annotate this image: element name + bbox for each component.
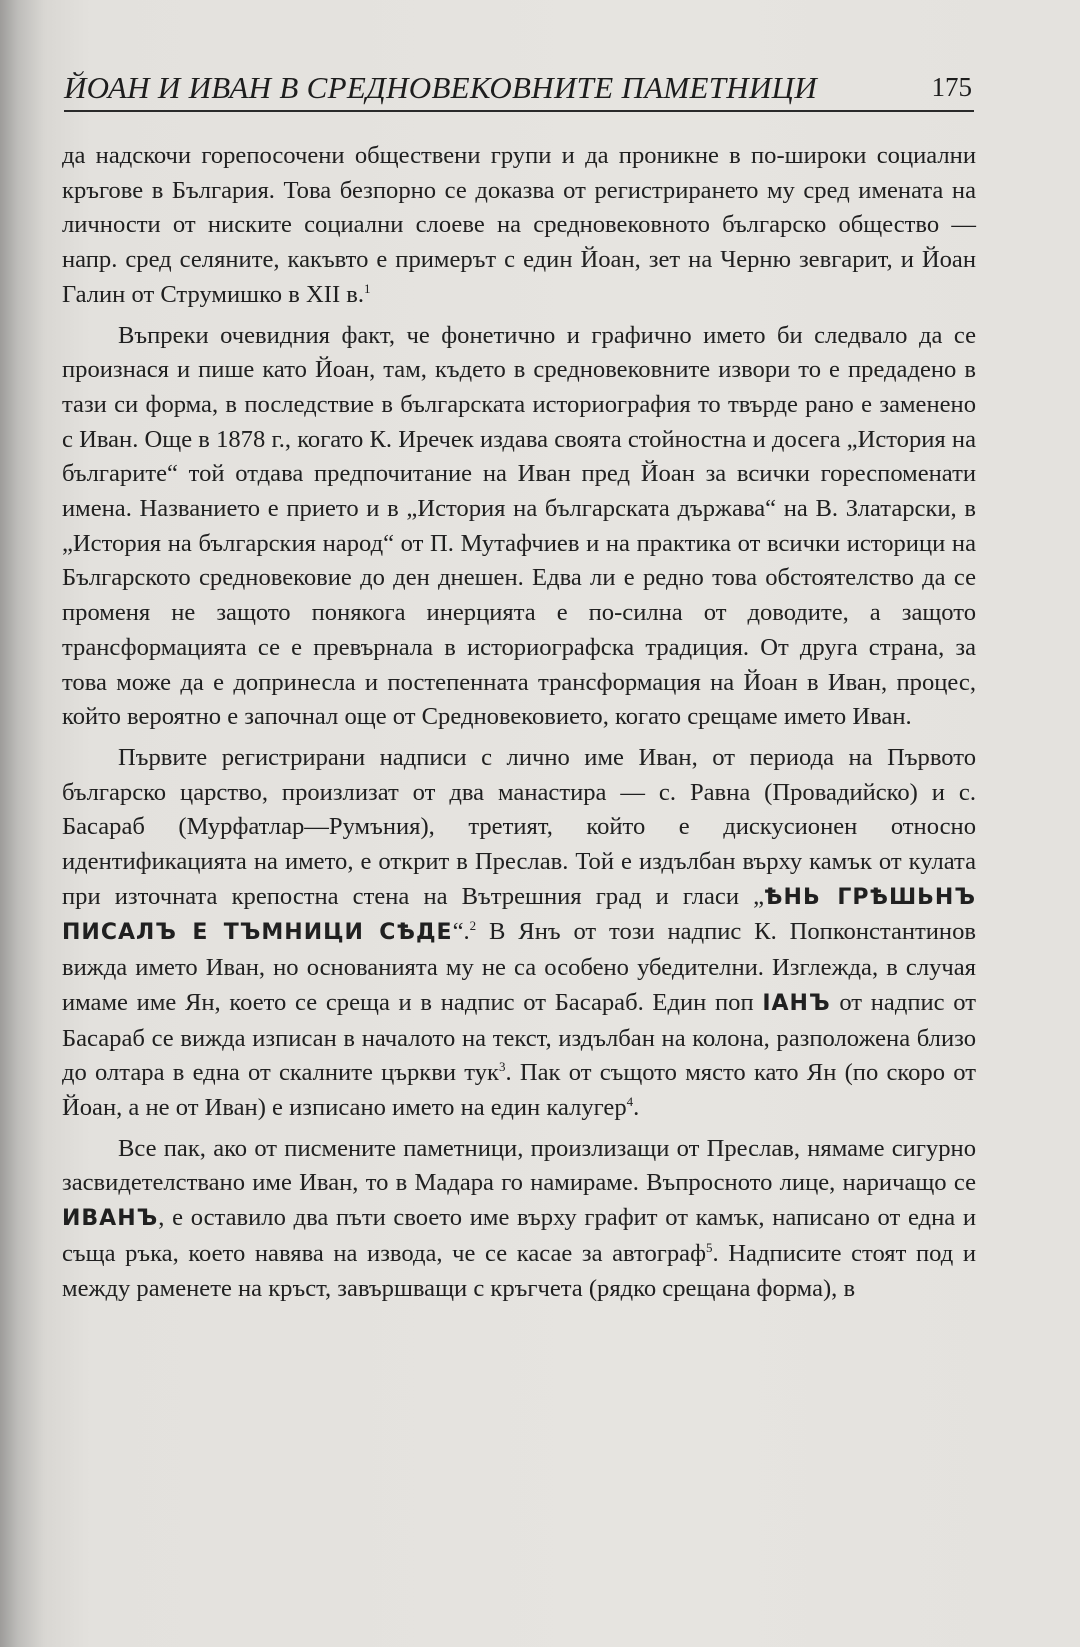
page-header (64, 70, 974, 112)
paragraph-1 (62, 139, 976, 313)
footnote-ref: 3 (498, 1059, 506, 1075)
text-run: . Пак от същото място като Ян (по скоро от Йоан, а не от Иван) е изписано името на един калугер (62, 1059, 976, 1121)
text-run: Все пак, ако от писмените паметници, произлизащи от Преслав, нямаме сигурно засвидетелствано име Иван, то в Мадара го намираме. Въпросното лице, наричащо се (62, 1134, 976, 1197)
footnote-ref: 2 (469, 918, 477, 934)
text-run: от надпис от Басараб се вижда изписан в началото на текст, издълбан на колона, разположена близо до олтара в една от скалните църкви тук (62, 988, 976, 1087)
text-run: . (633, 1093, 640, 1121)
footnote-ref: 5 (706, 1239, 713, 1255)
old-bulgarian-inscription: ИВАНЪ (62, 1206, 159, 1232)
paragraph-4 (62, 1132, 976, 1307)
text-run: да надскочи горепосочени обществени групи и да проникне в по-широки социални кръгове в България. Това безпорно се доказва от регистрирането му сред имената на личности от ниските социални слоеве на средновековното българско общество — напр. сред селяните, какъвто е примерът с един Йоан, зет на Черню зевгарит, и Йоан Галин от Струмишко в XII в. (62, 142, 976, 308)
page-number: 175 (931, 72, 972, 102)
text-run: . Надписите стоят под и между раменете на кръст, завършващи с кръгчета (рядко срещана форма), в (62, 1239, 977, 1302)
text-run: , е оставило два пъти своето име върху графит от камък, написано от една и съща ръка, което навява на извода, че се касае за автограф (62, 1204, 976, 1267)
paragraph-3 (62, 741, 976, 1126)
text-run: В Янъ от този надпис К. Попконстантинов вижда името Иван, но основанията му не са особено убедителни. Изглежда, в случая имаме име Ян, което се среща и в надпис от Басараб. Един поп (62, 918, 976, 1016)
text-run: Въпреки очевидния факт, че фонетично и графично името би следвало да се произнася и пише като Йоан, там, където в средновековните извори то е предадено в тази си форма, в последствие в българската историография то твърде рано е заменено с Иван. Още в 1878 г., когато К. Иречек издава своята стойностна и досега „История на българите“ той отдава предпочитание на Иван пред Йоан за всички гореспоменати имена. Названието е прието и в „История на българската държава“ на В. Златарски, в „История на българския народ“ от П. Мутафчиев и на практика от всички историци на Българското средновековие до ден днешен. Едва ли е редно това обстоятелство да се променя не защото понякога инерцията е по-силна от доводите, а защото трансформацията се е превърнала в историографска традиция. От друга страна, за това може да е допринесла и постепенната трансформация на Йоан в Иван, процес, който вероятно е започнал още от Средновековието, когато срещаме името Иван. (62, 321, 976, 731)
old-bulgarian-inscription: ІАНЪ (762, 990, 831, 1016)
old-bulgarian-inscription: ѢНЬ ГРѢШЬНЪ ПИСАЛЪ Е ТЪМНИЦИ СѢДЕ (62, 884, 976, 946)
text-run: “. (452, 918, 470, 946)
paragraph-2 (62, 319, 976, 735)
footnote-ref: 4 (626, 1093, 634, 1109)
body-text (62, 139, 976, 1312)
text-run: Първите регистрирани надписи с лично име Иван, от периода на Първото българско царство, произлизат от два манастира — с. Равна (Провадийско) и с. Басараб (Мурфатлар—Румъния), третият, който е дискусионен относно идентификацията на името, е открит в Преслав. Той е издълбан върху камък от кулата при източната крепостна стена на Вътрешния град и гласи „ (62, 743, 976, 910)
running-title: ЙОАН И ИВАН В СРЕДНОВЕКОВНИТЕ ПАМЕТНИЦИ (64, 70, 818, 105)
footnote-ref: 1 (364, 280, 371, 296)
